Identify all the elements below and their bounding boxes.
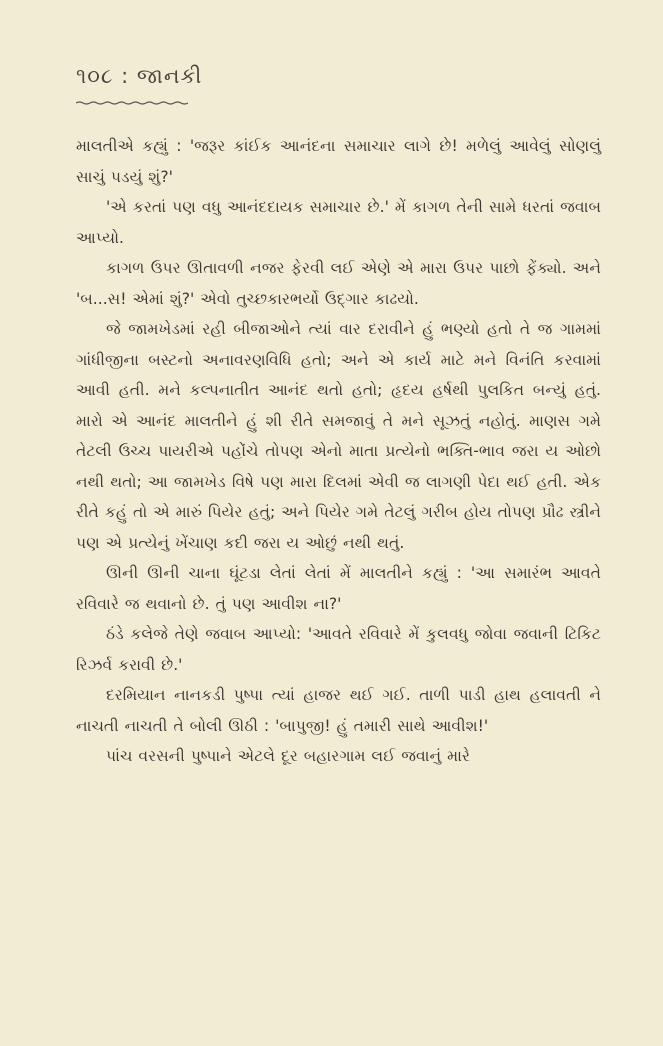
paragraph: માલતીએ કહ્યું : 'જરૂર કાંઈક આનંદના સમાચાર લાગે છે! મળેલું આવેલું સોણલું સાચું પડયું શું?' [76,137,601,186]
paragraph: ઠંડે કલેજે તેણે જવાબ આપ્યો: 'આવતે રવિવારે મેં કુલવધુ જોવા જવાની ટિકિટ રિઝર્વ કરાવી છે.' [76,625,601,674]
paragraph: જે જામખેડમાં રહી બીજાઓને ત્યાં વાર દરાવીને હું ભણ્યો હતો તે જ ગામમાં ગાંધીજીના બસ્ટનો અનાવરણવિધિ હતો; અને એ કાર્ય માટે મને વિનંતિ કરવામાં આવી હતી. મને કલ્પનાતીત આનંદ થતો હતો; હૃદય હર્ષથી પુલકિત બન્યું હતું. મારો એ આનંદ માલતીને હું શી રીતે સમજાવું તે મને સૂઝતું નહોતું. માણસ ગમે તેટલી ઉચ્ચ પાયરીએ પહોંચે તોપણ એનો માતા પ્રત્યેનો ભક્તિ-ભાવ જરા ય ઓછો નથી થતો; આ જામખેડ વિષે પણ મારા દિલમાં એવી જ લાગણી પેદા થઈ હતી. એક રીતે કહું તો એ મારું પિયેર હતું; અને પિયેર ગમે તેટલું ગરીબ હોય તોપણ પ્રૌઢ સ્ત્રીને પણ એ પ્રત્યેનું ખેંચાણ કદી જરા ય ઓછું નથી થતું. [76,320,601,552]
running-head: ૧૦૮ : જાનકી [76,64,203,88]
paragraph: ઊની ઊની ચાના ઘૂંટડા લેતાં લેતાં મેં માલતીને કહ્યું : 'આ સમારંભ આવતે રવિવારે જ થવાનો છે. તું પણ આવીશ ના?' [76,564,601,613]
paragraph: કાગળ ઉપર ઊતાવળી નજર ફેરવી લઈ એણે એ મારા ઉપર પાછો ફેંક્યો. અને 'બ...સ! એમાં શું?' એવો તુચ્છકારભર્યો ઉદ્ગાર કાઢયો. [76,259,601,308]
body-text [76,131,601,772]
paragraph: દરમિયાન નાનકડી પુષ્પા ત્યાં હાજર થઈ ગઈ. તાળી પાડી હાથ હલાવતી ને નાચતી નાચતી તે બોલી ઊઠી : 'બાપુજી! હું તમારી સાથે આવીશ!' [76,686,601,735]
paragraph: 'એ કરતાં પણ વધુ આનંદદાયક સમાચાર છે.' મેં કાગળ તેની સામે ધરતાં જવાબ આપ્યો. [76,198,601,247]
head-wavy-rule [76,101,188,105]
paragraph: પાંચ વરસની પુષ્પાને એટલે દૂર બહારગામ લઈ જવાનું મારે [106,747,470,765]
